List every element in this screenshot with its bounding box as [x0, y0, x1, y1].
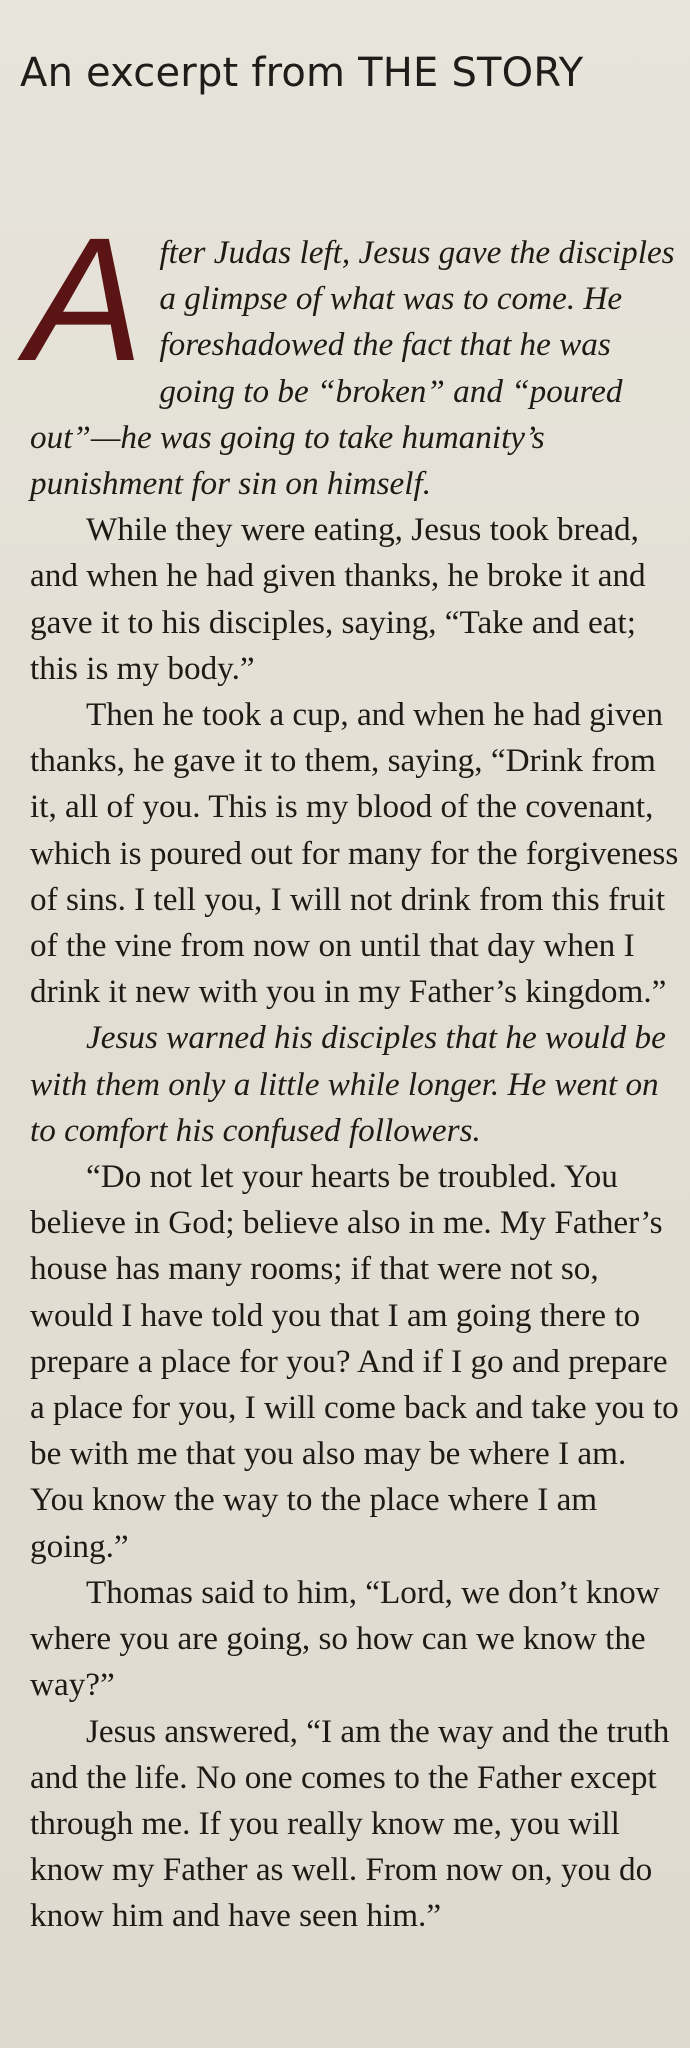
excerpt-paragraph-3: Then he took a cup, and when he had given thanks, he gave it to them, saying, “Drink from it, all of you. This is my blood of the covenant, which is poured out for many for the forgiveness of sins. I tell you, I will not drink from this fruit of the vine from now on until that day when I drink it new with you in my Father’s kingdom.”	[30, 696, 679, 1011]
excerpt-paragraph-1	[26, 202, 680, 507]
excerpt-paragraph-5: “Do not let your hearts be troubled. You believe in God; believe also in me. My Father’s house has many rooms; if that were not so, would I have told you that I am going there to prepare a place for you? And if I go and prepare a place for you, I will come back and take you to be with me that you also may be where I am. You know the way to the place where I am going.”	[30, 1158, 679, 1565]
excerpt-body	[26, 202, 680, 1940]
excerpt-paragraph-2: While they were eating, Jesus took bread, and when he had given thanks, he broke it and gave it to his disciples, saying, “Take and eat; this is my body.”	[30, 511, 646, 687]
excerpt-paragraph-7: Jesus answered, “I am the way and the truth and the life. No one comes to the Father except through me. If you really know me, you will know my Father as well. From now on, you do know him and have seen him.”	[30, 1712, 670, 1935]
excerpt-paragraph-6: Thomas said to him, “Lord, we don’t know where you are going, so how can we know the way?”	[30, 1573, 660, 1704]
paragraph-1-text: fter Judas left, Jesus gave the disciples a glimpse of what was to come. He foreshadowed the fact that he was going to be “broken” and “poured out”—he was going to take humanity’s punishment for sin on himself.	[30, 234, 675, 503]
page-title: An excerpt from THE STORY	[20, 50, 584, 96]
drop-cap-letter: A	[26, 202, 144, 398]
excerpt-paragraph-4: Jesus warned his disciples that he would be with them only a little while longer. He went on to comfort his confused followers.	[30, 1019, 666, 1149]
